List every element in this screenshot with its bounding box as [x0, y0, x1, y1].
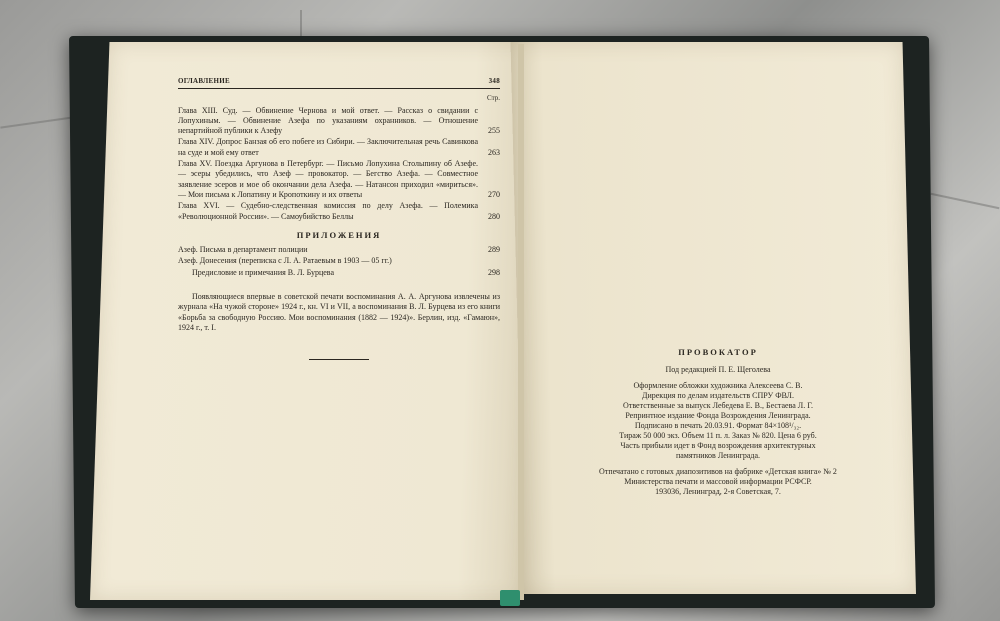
bookmark-ribbon [500, 590, 520, 606]
toc-item-page: 263 [488, 147, 500, 157]
header-page-number: 348 [488, 77, 500, 85]
imprint-line: Отпечатано с готовых диапозитивов на фабрике «Детская книга» № 2 [599, 467, 837, 476]
imprint-line: Часть прибыли идет в Фонд возрождения архитектурных [620, 441, 816, 450]
imprint-line: Подписано в печать 20.03.91. Формат 84×108¹/₃₂. [634, 421, 802, 430]
toc-item-page: 255 [488, 126, 500, 136]
toc-item-text: Глава XVI. — Судебно-следственная комиссия по делу Азефа. — Полемика «Революционной России». — Самоубийство Беллы [178, 201, 478, 221]
header-title: ОГЛАВЛЕНИЕ [178, 77, 230, 85]
book-gutter [518, 44, 524, 600]
imprint-line: Тираж 50 000 экз. Объем 11 п. л. Заказ № 820. Цена 6 руб. [619, 431, 817, 440]
imprint-line: памятников Ленинграда. [675, 451, 761, 460]
running-header [178, 76, 500, 86]
appendix-item [178, 268, 500, 278]
closing-rule [309, 359, 369, 360]
appendix-item [178, 245, 500, 255]
right-page [511, 42, 916, 594]
toc-item [178, 201, 500, 222]
stone-crack [300, 10, 302, 36]
imprint-line: Репринтное издание Фонда Возрождения Ленинграда. [625, 411, 811, 420]
toc-item-page: 270 [488, 189, 500, 199]
source-note: Появляющиеся впервые в советской печати воспоминания А. А. Аргунова извлечены из журнала «На чужой стороне» 1924 г., кн. VI и VII, а воспоминания В. Л. Бурцева из его книги «Борьба за свободную Россию. Мои воспоминания (1882 — 1924)». Берлин, изд. «Гамаюн», 1924 г., т. I. [178, 292, 500, 332]
toc-item [178, 106, 500, 137]
appendix-item-text: Азеф. Письма в департамент полиции [178, 245, 308, 255]
toc-item-text: Глава XV. Поездка Аргунова в Петербург. — Письмо Лопухина Столыпину об Азефе. — эсеры убедились, что Азеф — провокатор. — Бегство Азефа. — Совместное заявление эсеров и мое об окончании дела Азефа. — Натансон приходил «мириться». — Мои письма к Лопатину и Кропоткину и их ответы [178, 159, 478, 199]
imprint-line: 193036, Ленинград, 2-я Советская, 7. [655, 487, 781, 496]
toc-item-text: Глава XIII. Суд. — Обвинение Чернова и мой ответ. — Рассказ о свидании с Лопухиным. — Обвинение Азефа по указаниям охранников. — Отношение непартийной публики к Азефу [178, 105, 478, 136]
imprint-line: Ответственные за выпуск Лебедева Е. В., Бестаева Л. Г. [623, 401, 813, 410]
imprint-line: Дирекция по делам издательств СПРУ ФВЛ. [642, 391, 794, 400]
appendix-item-page: 289 [488, 245, 500, 255]
table-of-contents [178, 76, 500, 360]
appendix-title: ПРИЛОЖЕНИЯ [296, 229, 382, 240]
appendix-item-text: Предисловие и примечания В. Л. Бурцева [192, 267, 335, 277]
appendix-item [178, 256, 500, 266]
toc-item [178, 137, 500, 158]
toc-item-page: 280 [488, 211, 500, 221]
imprint-line: Министерства печати и массовой информации РСФСР. [624, 477, 812, 486]
stone-crack [931, 193, 1000, 210]
toc-item [178, 159, 500, 200]
toc-item-text: Глава XIV. Допрос Банзая об его побеге из Сибири. — Заключительная речь Савинкова на суде и мой ему ответ [178, 137, 478, 157]
imprint-line: Оформление обложки художника Алексеева С. В. [633, 381, 803, 390]
appendix-item-page: 298 [488, 267, 500, 277]
imprint [548, 347, 888, 497]
page-column-label: Стр. [487, 94, 500, 103]
imprint-line: Под редакцией П. Е. Щеголева [665, 365, 771, 374]
header-rule [178, 88, 500, 89]
book-title: ПРОВОКАТОР [678, 347, 758, 357]
appendix-item-text: Азеф. Донесения (переписка с Л. А. Ратаевым в 1903 — 05 гг.) [178, 256, 392, 266]
